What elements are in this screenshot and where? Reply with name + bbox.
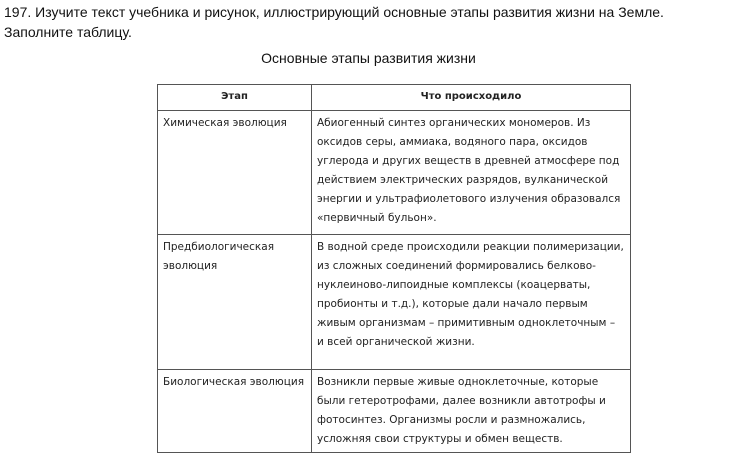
- stage-cell: Биологическая эволюция: [158, 370, 312, 453]
- table-row: [158, 235, 631, 370]
- table-header-row: [158, 85, 631, 111]
- what-cell: Возникли первые живые одноклеточные, которые были гетеротрофами, далее возникли автотрофы и фотосинтез. Организмы росли и размножались, усложняя свои структуры и обмен веществ.: [312, 370, 631, 453]
- table-row: [158, 370, 631, 453]
- header-stage: Этап: [158, 85, 312, 111]
- stage-cell: Предбиологическая эволюция: [158, 235, 312, 370]
- table-title: Основные этапы развития жизни: [261, 50, 476, 66]
- stages-table: [157, 84, 631, 453]
- header-what: Что происходило: [312, 85, 631, 111]
- table-row: [158, 111, 631, 235]
- stage-cell: Химическая эволюция: [158, 111, 312, 235]
- what-cell: Абиогенный синтез органических мономеров. Из оксидов серы, аммиака, водяного пара, оксидов углерода и других веществ в древней атмосфере под действием электрических разрядов, вулканической энергии и ультрафиолетового излучения образовался «первичный бульон».: [312, 111, 631, 235]
- task-text: 197. Изучите текст учебника и рисунок, иллюстрирующий основные этапы развития жизни на Земле. Заполните таблицу.: [4, 4, 664, 40]
- what-cell: В водной среде происходили реакции полимеризации, из сложных соединений формировались белково-нуклеиново-липоидные комплексы (коацерваты, пробионты и т.д.), которые дали начало первым живым организмам – примитивным одноклеточным – и всей органической жизни.: [312, 235, 631, 370]
